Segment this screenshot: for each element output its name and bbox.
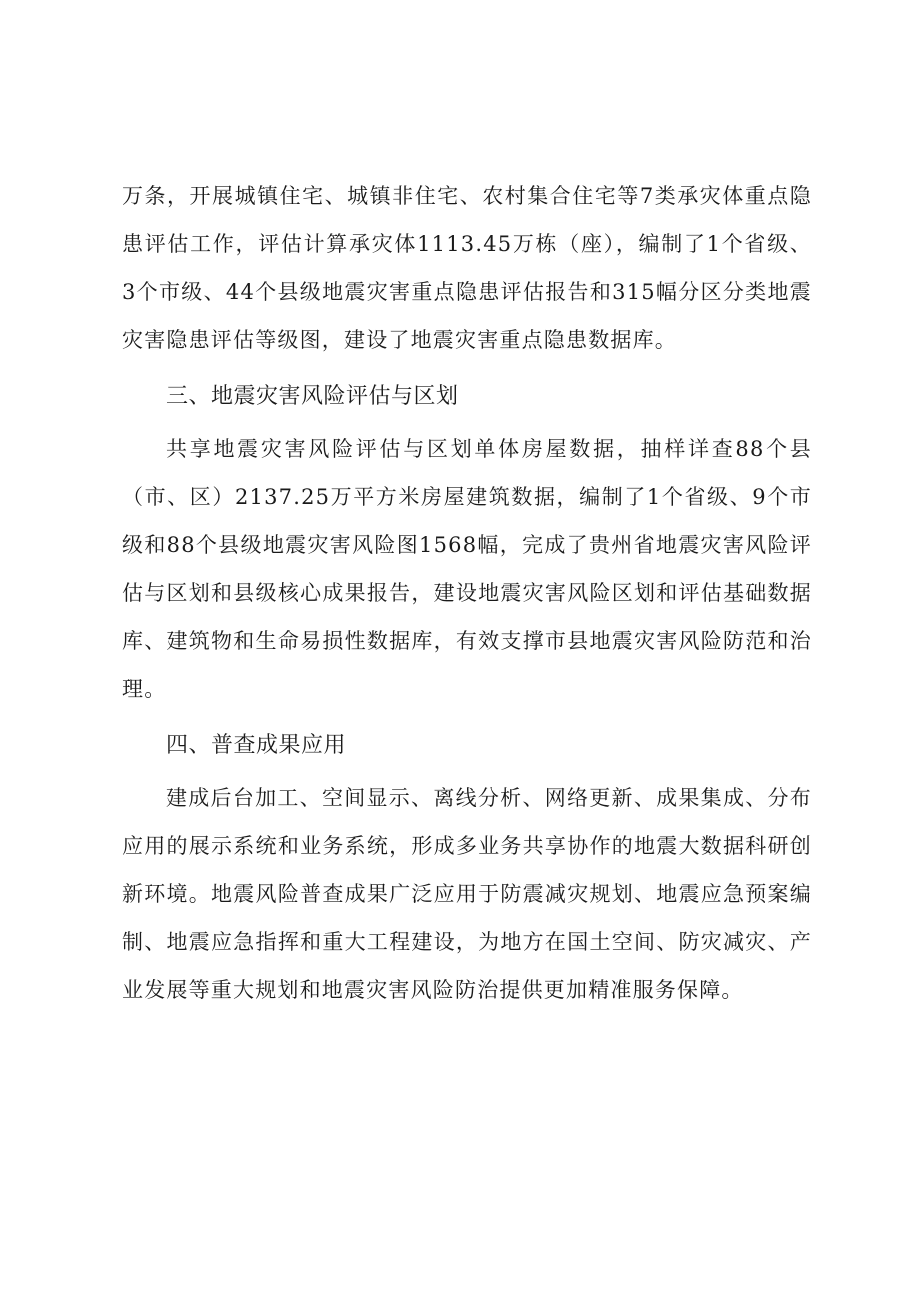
document-body (122, 172, 812, 1014)
paragraph-continuation: 万条，开展城镇住宅、城镇非住宅、农村集合住宅等7类承灾体重点隐患评估工作，评估计算承灾体1113.45万栋（座），编制了1个省级、3个市级、44个县级地震灾害重点隐患评估报告和315幅分区分类地震灾害隐患评估等级图，建设了地震灾害重点隐患数据库。 (122, 184, 812, 352)
paragraph-risk-assessment: 共享地震灾害风险评估与区划单体房屋数据，抽样详查88个县（市、区）2137.25万平方米房屋建筑数据，编制了1个省级、9个市级和88个县级地震灾害风险图1568幅，完成了贵州省地震灾害风险评估与区划和县级核心成果报告，建设地震灾害风险区划和评估基础数据库、建筑物和生命易损性数据库，有效支撑市县地震灾害风险防范和治理。 (122, 437, 812, 701)
section-heading-risk-assessment: 三、地震灾害风险评估与区划 (166, 384, 459, 409)
paragraph-results-application: 建成后台加工、空间显示、离线分析、网络更新、成果集成、分布应用的展示系统和业务系统，形成多业务共享协作的地震大数据科研创新环境。地震风险普查成果广泛应用于防震减灾规划、地震应急预案编制、地震应急指挥和重大工程建设，为地方在国土空间、防灾减灾、产业发展等重大规划和地震灾害风险防治提供更加精准服务保障。 (122, 786, 812, 1002)
section-heading-results-application: 四、普查成果应用 (166, 733, 347, 758)
